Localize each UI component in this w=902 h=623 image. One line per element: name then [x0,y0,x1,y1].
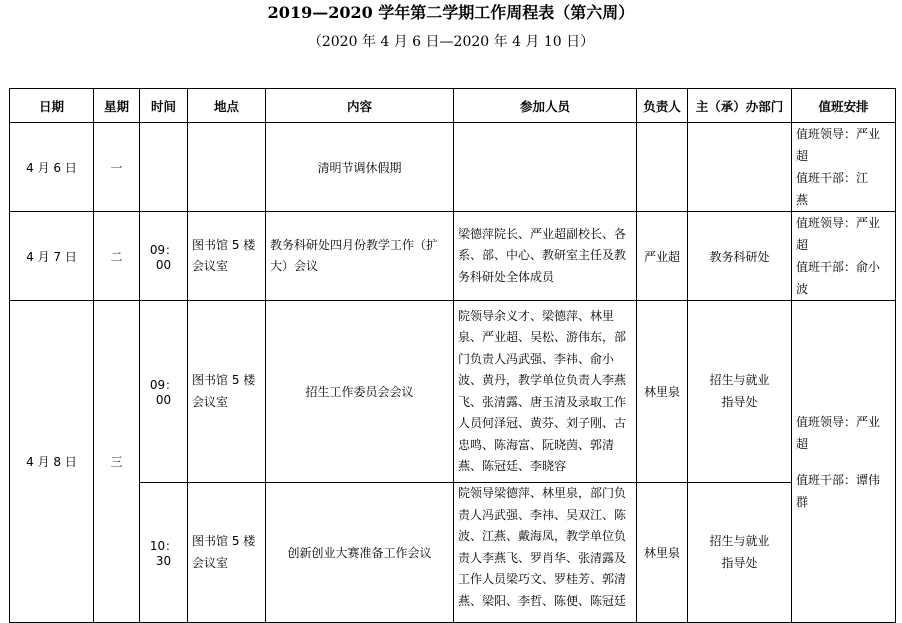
col-header-department: 主（承）办部门 [688,89,792,123]
date-cell: 4 月 7 日 [10,212,94,301]
schedule-table [9,88,896,623]
date-cell: 4 月 8 日 [10,301,94,623]
duty-cell [792,123,896,212]
table-header-row [10,89,896,123]
table-row [10,212,896,301]
col-header-place: 地点 [188,89,266,123]
time-cell: 09：00 [140,301,188,483]
table-row [10,301,896,483]
leader-cell: 林里泉 [637,301,688,483]
col-header-date: 日期 [10,89,94,123]
time-cell [140,123,188,212]
duty-leader: 值班领导：严业超 [796,216,881,252]
department-cell [688,483,792,623]
col-header-time: 时间 [140,89,188,123]
duty-leader: 值班领导：严业超 [796,414,881,451]
participants-cell: 梁德萍院长、严业超副校长、各系、部、中心、教研室主任及教务科研处全体成员 [454,212,637,301]
content-cell: 教务科研处四月份教学工作（扩大）会议 [266,212,454,301]
duty-staff: 值班干部：江 燕 [796,171,881,207]
content-cell: 招生工作委员会会议 [266,301,454,483]
weekday-cell: 三 [94,301,140,623]
place-cell: 图书馆 5 楼会议室 [188,483,266,623]
duty-cell [792,301,896,623]
table-row [10,483,896,623]
department-text: 招生与就业指导处 [709,534,770,570]
place-cell: 图书馆 5 楼会议室 [188,301,266,483]
col-header-leader: 负责人 [637,89,688,123]
col-header-duty: 值班安排 [792,89,896,123]
leader-cell [637,123,688,212]
weekday-cell: 一 [94,123,140,212]
participants-cell: 院领导余义才、梁德萍、林里泉、严业超、吴松、游伟东，部门负责人冯武强、李祎、俞小波、黄丹，教学单位负责人李燕飞、张清露、唐玉清及录取工作人员何泽冠、黄芬、刘子刚、古忠鸣、陈海富、阮晓茵、郭清燕、陈冠廷、李晓容 [454,301,637,483]
document-title: 2019—2020 学年第二学期工作周程表（第六周） [267,3,635,22]
duty-staff: 值班干部：俞小波 [796,260,881,296]
place-cell: 图书馆 5 楼会议室 [188,212,266,301]
department-cell [688,123,792,212]
duty-leader: 值班领导：严业超 [796,127,881,163]
leader-cell: 林里泉 [637,483,688,623]
participants-cell [454,123,637,212]
duty-staff: 值班干部：谭伟群 [796,472,881,509]
time-cell: 10：30 [140,483,188,623]
department-cell [688,301,792,483]
place-cell [188,123,266,212]
department-cell: 教务科研处 [688,212,792,301]
leader-cell: 严业超 [637,212,688,301]
date-cell: 4 月 6 日 [10,123,94,212]
col-header-content: 内容 [266,89,454,123]
participants-cell: 院领导梁德萍、林里泉，部门负责人冯武强、李祎、吴双江、陈波、江燕、戴海凤，教学单位负责人李燕飞、罗肖华、张清露及工作人员梁巧文、罗桂芳、郭清燕、梁阳、李哲、陈便、陈冠廷 [454,483,637,623]
department-text: 招生与就业指导处 [709,373,770,409]
content-cell: 清明节调休假期 [266,123,454,212]
document-subtitle: （2020 年 4 月 6 日—2020 年 4 月 10 日） [307,34,595,50]
col-header-weekday: 星期 [94,89,140,123]
table-row [10,123,896,212]
duty-cell [792,212,896,301]
content-cell: 创新创业大赛准备工作会议 [266,483,454,623]
weekday-cell: 二 [94,212,140,301]
col-header-participants: 参加人员 [454,89,637,123]
time-cell: 09：00 [140,212,188,301]
